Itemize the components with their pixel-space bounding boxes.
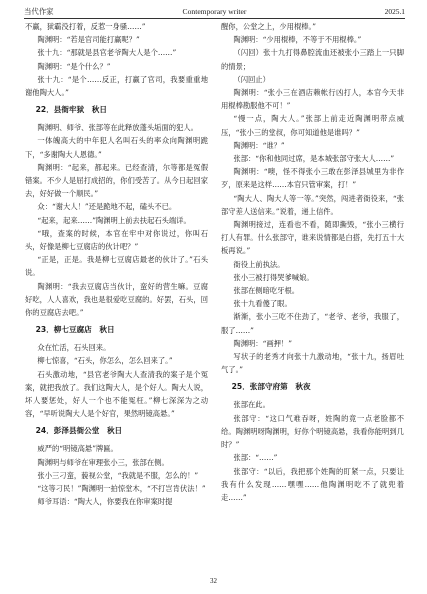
left-text-column [25,20,208,575]
script-paragraph: 陶渊明：“谁？” [233,140,285,150]
script-paragraph: 石头激动地，“县官老爷陶大人查清我的案子是个冤案，就把我放了。我们这陶大人，是个好人。陶大人说，坏人要惩处，好人一个也不能冤枉。”柳七深深为之动容，“早听说陶大人是个好官，果然明镜高悬。” [25,369,208,419]
script-paragraph: 师爷耳语：“陶大人，你要我在你审案时提 [37,497,173,507]
script-paragraph: 陶渊明：“张小三在酒店赖帐行凶打人，本官今天非用棍棒勘服他不可！” [221,88,404,111]
script-paragraph: 众在忙活，石头回来。 [37,343,111,353]
script-paragraph: 不赢，狱霸没打着，反惹一身骚……” [25,22,146,31]
script-paragraph: 陶渊明：“噢，怪不得张小三敢在彭泽县城里为非作歹，原来是这样……本官只管审案，打！” [221,167,404,190]
script-paragraph: 醒你，公堂之上，少用棍棒。” [221,22,316,31]
script-paragraph: 渐渐，张小三吃不住劲了，“老爷、老爷，我服了，服了……” [221,312,404,335]
script-paragraph: 张部守：“以后，我把那个姓陶的盯紧一点，只要让我有什么发现……嘿嘿……他陶渊明吃不了就兜着走……” [221,466,404,502]
script-paragraph: 陶渊明：“是个什么？” [37,61,111,71]
page-header [24,5,405,19]
script-paragraph: 衙役上前执法。 [233,259,285,269]
script-paragraph: 一体魄高大的中年犯人名叫石头的率众向陶渊明跪下，“多谢陶大人恩德。” [25,136,208,159]
script-paragraph: “正是，正是。我是柳七豆腐店最老的伙计了。”石头说。 [25,255,208,278]
script-paragraph: 众：“谢大人！”还是跪地不起，磕头不已。 [37,202,177,212]
script-paragraph: “起来，起来……”陶渊明上前去扶起石头端详。 [37,215,191,225]
script-paragraph: 陶渊明、师爷、张部等在此释放蓬头垢面的犯人。 [37,123,198,133]
script-paragraph: 张部：“你和他同过席，是本城张部守张大人……” [233,154,395,164]
script-paragraph: 陶渊明：“少用棍棒，不等于不用棍棒。” [233,35,362,45]
script-paragraph: “陶大人、陶大人等一等。”突然，闯进者衙役来，“张部守差人送信来。”说着，递上信件。 [221,193,404,216]
script-paragraph: 张部在此。 [233,400,270,410]
script-paragraph: 陶渊明：“起来，都起来。已经查清，尔等都是冤假错案。不少人是屈打成招的，你们受苦了。从今日起回家去，好好做一个顺民。” [25,162,208,199]
script-paragraph: 张十九：“是个……反正，打赢了官司，我要重重地谢他陶大人。” [25,74,208,98]
script-paragraph: “这等刁民！”陶渊明一拍惊堂木，“不打岂肯伏法！” [37,484,206,494]
script-paragraph: 张十九：“那就是县官老爷陶大人是个……” [37,48,177,58]
script-paragraph: 陶渊明：“画押！” [233,338,292,348]
script-paragraph: 陶渊明与师爷在审理张小三，张部在侧。 [37,457,169,467]
script-paragraph: 写状子的老秀才向张十九激动地，“张十九，扬眉吐气了。” [221,352,404,375]
right-text-column [221,20,404,575]
script-paragraph: 张部守：“这口气难吞呀，姓陶的竟一点老脸都不给。陶渊明呀陶渊明，好你个明镜高悬，我看你能明到几时？” [221,413,404,450]
script-paragraph: “慢一点，陶大人。”张部上前走近陶渊明带点威压，“张小三的堂叔，你可知道他是谁吗？” [221,114,404,137]
script-paragraph: “哦，查案的时候，本官在牢中对你说过，你叫石头，好像是柳七豆腐店的伙计吧？” [25,228,208,252]
script-paragraph: 威严的“明镜高悬”牌匾。 [37,444,118,454]
script-paragraph: 陶渊明接过，连看也不看，随即撕毁，“张小三横行打人有罪。什么张部守，谁来说情都是白搭，先打五十大板再说。” [221,220,404,256]
journal-title-cn: 当代作家 [24,7,54,16]
script-paragraph: 柳七惊喜，“石头，你怎么，怎么回来了。” [37,356,173,366]
scene-heading: 24．彭泽县衙公堂 秋日 [35,426,123,436]
scene-heading: 25．张部守府第 秋夜 [231,382,311,392]
scene-heading: 23．柳七豆腐店 秋日 [35,325,115,335]
script-paragraph: 陶渊明：“我去豆腐店当伙计，蛮好的营生嘛。豆腐好吃，人人喜欢，我也是很爱吃豆腐的。好罢，石头，回你的豆腐店去吧。” [25,281,208,318]
journal-title-en: Contemporary writer [182,7,247,16]
script-paragraph: （闪回止） [233,74,270,84]
script-paragraph: 陶渊明：“若是官司能打赢呢？” [37,35,140,45]
issue-number: 2025.1 [384,7,405,16]
script-paragraph: 张部：“……” [233,453,278,463]
script-paragraph: （闪回）张十九打得鼻腔流血还被张小三踏上一只脚的情景； [221,48,404,71]
page-number: 32 [210,577,217,585]
scene-heading: 22．县衙牢狱 秋日 [35,105,107,115]
script-paragraph: 张小三被打得哭爹喊娘。 [233,272,314,282]
script-paragraph: 张部在侧暗吃牙根。 [233,286,300,296]
script-paragraph: 张小三刁蛮，藐视公堂，“我就是不服，怎么的！” [37,470,199,480]
script-paragraph: 张十九看傻了眼。 [233,299,292,309]
